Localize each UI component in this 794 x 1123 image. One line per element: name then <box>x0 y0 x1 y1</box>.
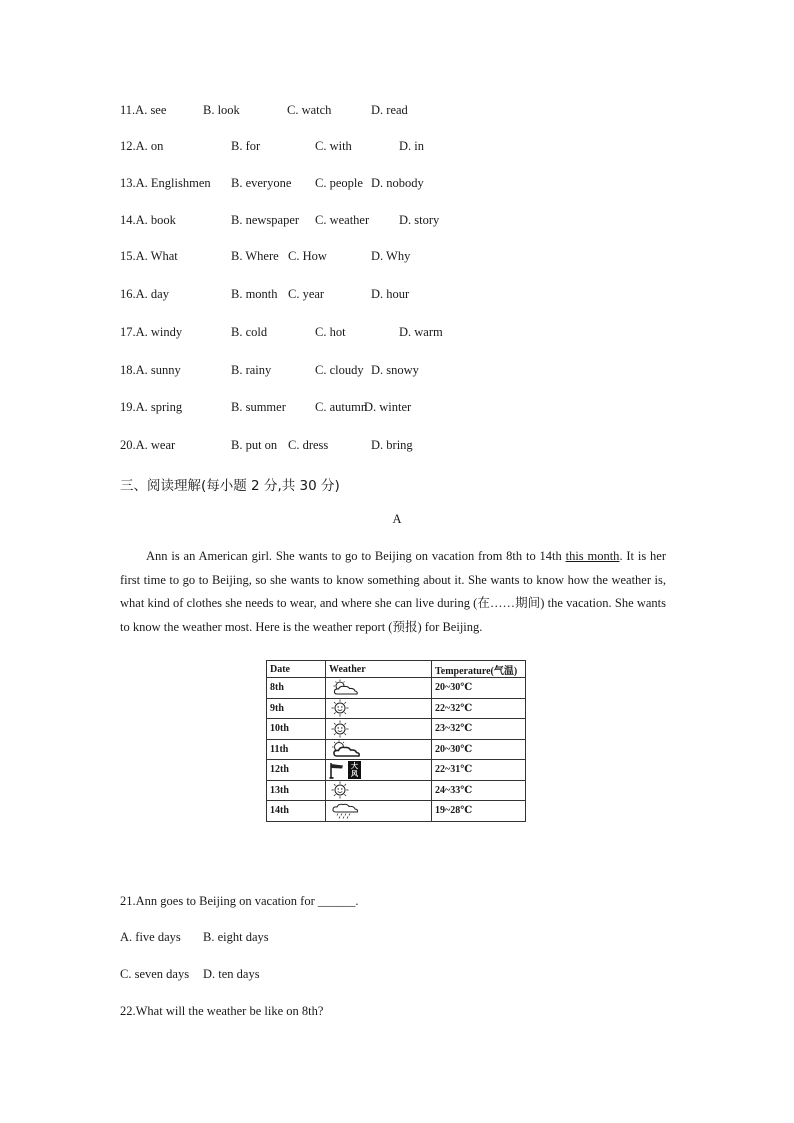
option-d: D. bring <box>371 438 413 452</box>
option-b: B. Where <box>231 249 279 263</box>
option-c: C. with <box>315 139 352 153</box>
option-b: B. everyone <box>231 176 292 190</box>
row-date: 10th <box>267 719 326 740</box>
option-c: C. weather <box>315 213 370 227</box>
row-temp: 24~33℃ <box>432 780 526 801</box>
option-b: B. newspaper <box>231 213 300 227</box>
question-22: 22.What will the weather be like on 8th? <box>120 1004 324 1018</box>
option-b: B. put on <box>231 438 278 452</box>
option-a: 18.A. sunny <box>120 363 181 377</box>
row-date: 9th <box>267 698 326 719</box>
option-d: D. nobody <box>371 176 424 190</box>
header-temp: Temperature(气温) <box>432 661 526 678</box>
option-b: B. look <box>203 103 240 117</box>
option-b: B. cold <box>231 325 268 339</box>
option-c: C. people <box>315 176 363 190</box>
option-a: 13.A. Englishmen <box>120 176 211 190</box>
header-date: Date <box>267 661 326 678</box>
row-temp: 22~31℃ <box>432 760 526 781</box>
row-date: 14th <box>267 801 326 822</box>
table-row <box>267 780 526 801</box>
question-21-options-ab <box>120 930 420 946</box>
option-b: B. eight days <box>203 930 269 944</box>
table-row <box>267 678 526 699</box>
option-a: 19.A. spring <box>120 400 183 414</box>
option-c: C. hot <box>315 325 346 339</box>
option-d: D. snowy <box>371 363 419 377</box>
option-a: 16.A. day <box>120 287 169 301</box>
row-temp: 23~32℃ <box>432 719 526 740</box>
option-d: D. in <box>399 139 424 153</box>
option-d: D. hour <box>371 287 410 301</box>
windy-label: 大风 <box>348 761 361 779</box>
row-temp: 22~32℃ <box>432 698 526 719</box>
option-a: 17.A. windy <box>120 325 183 339</box>
sunny-icon <box>326 719 432 740</box>
rainy-icon <box>326 801 432 822</box>
option-a: 15.A. What <box>120 249 178 263</box>
windy-icon <box>326 760 432 781</box>
option-c: C. year <box>288 287 325 301</box>
question-21: 21.Ann goes to Beijing on vacation for ______. <box>120 894 359 908</box>
sunny-icon <box>326 698 432 719</box>
passage-text <box>120 545 666 639</box>
option-a: 12.A. on <box>120 139 164 153</box>
option-b: B. month <box>231 287 278 301</box>
option-c: C. cloudy <box>315 363 364 377</box>
row-temp: 19~28℃ <box>432 801 526 822</box>
option-c: C. autumn <box>315 400 368 414</box>
row-date: 11th <box>267 739 326 760</box>
row-date: 13th <box>267 780 326 801</box>
passage-part2: . It is her first time to go to Beijing, so she wants to know something about it. She wants to know how the weather is, what kind of clothes she needs to wear, and where she can live during (在……期间) the vacation. She wants to know the weather most. Here is the weather report (预报) for Beijing. <box>120 549 666 634</box>
option-c: C. seven days <box>120 967 190 981</box>
header-weather: Weather <box>326 661 432 678</box>
option-b: B. for <box>231 139 261 153</box>
row-date: 12th <box>267 760 326 781</box>
option-c: C. dress <box>288 438 329 452</box>
option-b: B. rainy <box>231 363 272 377</box>
partly-cloudy-icon <box>326 678 432 699</box>
passage-part1: Ann is an American girl. She wants to go to Beijing on vacation from 8th to 14th <box>146 549 566 563</box>
option-c: C. watch <box>287 103 332 117</box>
option-a: 11.A. see <box>120 103 167 117</box>
option-d: D. Why <box>371 249 411 263</box>
option-a: 20.A. wear <box>120 438 176 452</box>
passage-label: A <box>392 512 402 526</box>
table-row <box>267 719 526 740</box>
option-d: D. winter <box>364 400 412 414</box>
table-row <box>267 801 526 822</box>
option-d: D. story <box>399 213 440 227</box>
question-21-options-cd <box>120 967 420 983</box>
weather-table <box>266 660 526 822</box>
section-title: 三、阅读理解(每小题 2 分,共 30 分) <box>120 478 340 494</box>
table-row <box>267 698 526 719</box>
option-d: D. ten days <box>203 967 260 981</box>
partly-cloudy-icon <box>326 739 432 760</box>
table-row <box>267 739 526 760</box>
option-b: B. summer <box>231 400 286 414</box>
table-header <box>267 661 526 678</box>
passage-underlined: this month <box>565 549 620 563</box>
option-a: 14.A. book <box>120 213 176 227</box>
option-d: D. read <box>371 103 408 117</box>
row-temp: 20~30℃ <box>432 678 526 699</box>
table-row <box>267 760 526 781</box>
option-c: C. How <box>288 249 327 263</box>
row-date: 8th <box>267 678 326 699</box>
sunny-icon <box>326 780 432 801</box>
row-temp: 20~30℃ <box>432 739 526 760</box>
option-d: D. warm <box>399 325 443 339</box>
option-a: A. five days <box>120 930 181 944</box>
